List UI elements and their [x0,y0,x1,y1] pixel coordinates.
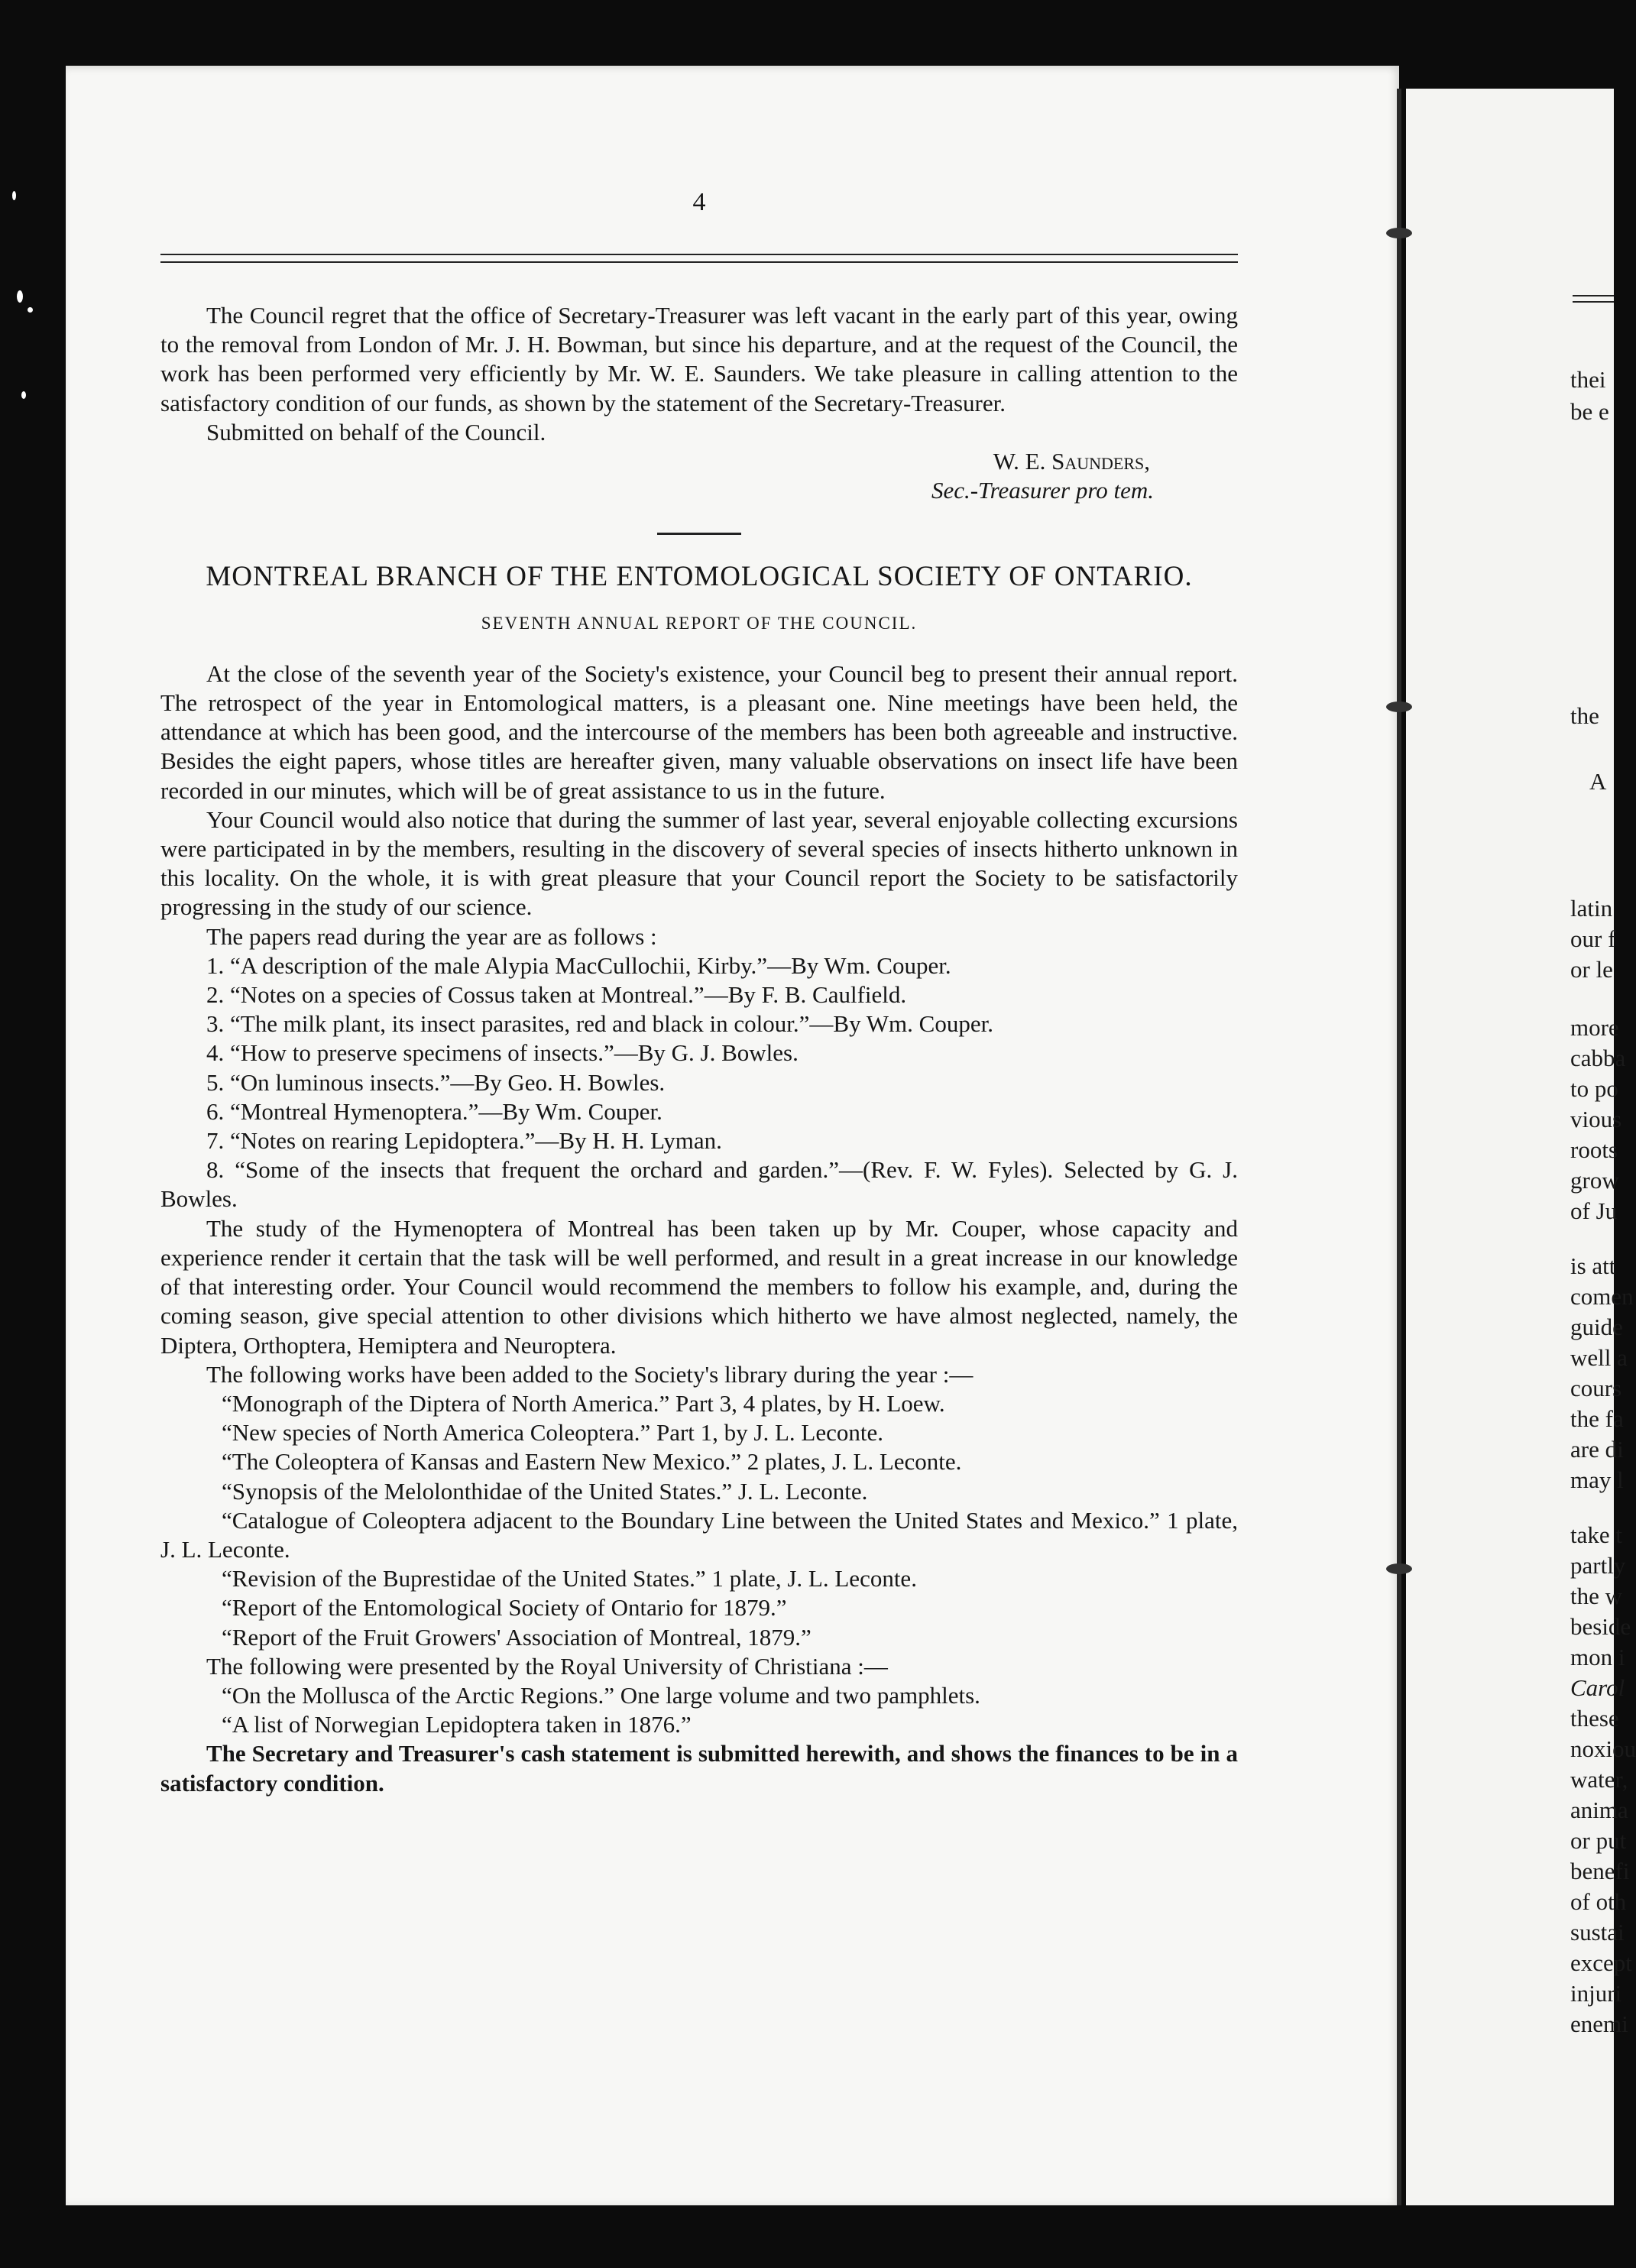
list-item: 3. “The milk plant, its insect parasites, red and black in colour.”—By Wm. Couper. [206,1010,993,1038]
right-page-fragment: partly [1570,1552,1626,1579]
right-page-fragment: is att [1570,1252,1616,1279]
list-item: “Revision of the Buprestidae of the United States.” 1 plate, J. L. Leconte. [222,1565,917,1592]
list-item: “Monograph of the Diptera of North America.” Part 3, 4 plates, by H. Loew. [222,1389,945,1417]
right-page-fragment: roots [1570,1136,1618,1163]
list-item: 4. “How to preserve specimens of insects.”—By G. J. Bowles. [206,1039,799,1067]
right-page-fragment: be e [1570,398,1609,425]
section-subheading: SEVENTH ANNUAL REPORT OF THE COUNCIL. [481,613,918,633]
scan-speck [17,290,23,303]
right-page-fragment: anima [1570,1797,1628,1823]
right-page-fragment: A [1589,768,1607,795]
right-page-fragment: take t [1570,1521,1622,1548]
right-page-fragment: or le [1570,956,1613,983]
right-page-fragment: well a [1570,1344,1628,1371]
right-page-fragment: Carol [1570,1674,1625,1701]
right-page-fragment: our f [1570,925,1616,952]
council-paragraph: The Council regret that the office of Secretary-Treasurer was left vacant in the early part of this year, owing to the removal from London of Mr. J. H. Bowman, but since his departure, and at the request of the Council, the work has been performed very efficiently by Mr. W. E. Saunders. We take pleasure in calling attention to the satisfactory condition of our funds, as shown by the statement of the Secretary-Treasurer. [160,302,1238,416]
right-page-fragment: grow [1570,1167,1619,1194]
right-page-fragment: the w [1570,1583,1623,1609]
list-item: 5. “On luminous insects.”—By Geo. H. Bowles. [206,1068,666,1096]
papers-intro: The papers read during the year are as follows : [206,922,657,950]
right-page-fragment: mon i [1570,1644,1625,1670]
scan-speck [21,391,26,399]
list-item: “On the Mollusca of the Arctic Regions.” One large volume and two pamphlets. [222,1681,980,1709]
header-rule [160,254,1238,263]
book-spine [1397,89,1401,2205]
right-page-fragment: the [1570,702,1599,729]
right-page-fragment: of Ju [1570,1197,1618,1224]
right-page-fragment: to po [1570,1075,1618,1102]
section-divider [657,533,741,535]
page-number: 4 [692,188,706,216]
list-item: “New species of North America Coleoptera.” Part 1, by J. L. Leconte. [222,1419,883,1447]
right-page-fragment: the fa [1570,1405,1624,1432]
list-item: “Synopsis of the Melolonthidae of the United States.” J. L. Leconte. [222,1477,868,1505]
right-page-fragment: are di [1570,1436,1624,1463]
list-item: “Report of the Fruit Growers' Association of Montreal, 1879.” [222,1623,812,1651]
paragraph: The study of the Hymenoptera of Montreal has been taken up by Mr. Couper, whose capacity and experience render it certain that the task will be well performed, and result in a great increase in our knowledge of that interesting order. Your Council would recommend the members to follow his example, and, during the coming season, give special attention to other divisions which hitherto we have almost neglected, namely, the Diptera, Orthoptera, Hemiptera and Neuroptera. [160,1214,1238,1359]
right-page-fragment: except [1570,1949,1632,1976]
list-item: “Catalogue of Coleoptera adjacent to the Boundary Line between the United States and Mexico.” 1 plate, J. L. Leconte. [160,1506,1238,1563]
right-page-fragment: vious [1570,1106,1622,1132]
list-item: “Report of the Entomological Society of Ontario for 1879.” [222,1594,787,1622]
right-page-fragment: of oth [1570,1888,1627,1915]
right-page-fragment: latin [1570,895,1613,922]
right-page-fragment: comen [1570,1283,1634,1310]
scan-speck [12,191,16,200]
submitted-line: Submitted on behalf of the Council. [206,418,546,446]
right-header-rule [1573,295,1614,303]
list-item: 1. “A description of the male Alypia MacCullochii, Kirby.”—By Wm. Couper. [206,951,951,979]
right-page-fragment: these [1570,1705,1619,1732]
body-text [160,301,1238,1798]
section-heading: MONTREAL BRANCH OF THE ENTOMOLOGICAL SOCIETY OF ONTARIO. [206,561,1193,593]
works-intro: The following works have been added to the Society's library during the year :— [206,1360,974,1388]
binding-knot [1386,701,1412,712]
closing-paragraph: The Secretary and Treasurer's cash statement is submitted herewith, and shows the finances to be in a satisfactory condition. [160,1740,1238,1797]
list-item: “A list of Norwegian Lepidoptera taken in 1876.” [222,1711,692,1738]
right-page-fragment: sustai [1570,1919,1625,1946]
right-page-fragment: beside [1570,1613,1631,1640]
scan-speck [28,307,33,313]
right-page-fragment: water, [1570,1766,1628,1793]
signature-title: Sec.-Treasurer pro tem. [931,477,1154,504]
signature-name: W. E. Saunders, [993,448,1150,475]
list-item: “The Coleoptera of Kansas and Eastern New Mexico.” 2 plates, J. L. Leconte. [222,1448,962,1476]
right-page-fragment: benefi [1570,1858,1630,1884]
right-page-fragment: cours [1570,1375,1622,1401]
binding-knot [1386,1563,1412,1574]
paragraph: At the close of the seventh year of the Society's existence, your Council beg to present their annual report. The retrospect of the year in Entomological matters, is a pleasant one. Nine meetings have been held, the attendance at which has been good, and the intercourse of the members has been both agreeable and instructive. Besides the eight papers, whose titles are hereafter given, many valuable observations on insect life have been recorded in our minutes, which will be of great assistance to us in the future. [160,659,1238,804]
list-item: 2. “Notes on a species of Cossus taken at Montreal.”—By F. B. Caulfield. [206,981,907,1009]
list-item: 7. “Notes on rearing Lepidoptera.”—By H. H. Lyman. [206,1127,722,1155]
right-page-fragment: guide [1570,1314,1623,1340]
right-page-fragment: noxiou [1570,1735,1636,1762]
right-page-fragment: enemi [1570,2010,1628,2037]
binding-knot [1386,228,1412,238]
list-item: 6. “Montreal Hymenoptera.”—By Wm. Couper. [206,1097,662,1125]
presented-intro: The following were presented by the Royal University of Christiana :— [206,1652,888,1680]
right-page-fragment: may l [1570,1466,1624,1493]
right-page-fragment: or put [1570,1827,1627,1854]
right-page-fragment: thei [1570,366,1606,393]
paragraph: Your Council would also notice that during the summer of last year, several enjoyable collecting excursions were participated in by the members, resulting in the discovery of several species of insects hitherto unknown in this locality. On the whole, it is with great pleasure that your Council report the Society to be satisfactorily progressing in the study of our science. [160,805,1238,921]
right-page-fragment: more [1570,1014,1619,1041]
right-page-fragment: cabba [1570,1045,1626,1071]
right-page-fragment: injuri [1570,1980,1622,2007]
list-item: 8. “Some of the insects that frequent the orchard and garden.”—(Rev. F. W. Fyles). Selected by G. J. Bowles. [160,1156,1238,1213]
